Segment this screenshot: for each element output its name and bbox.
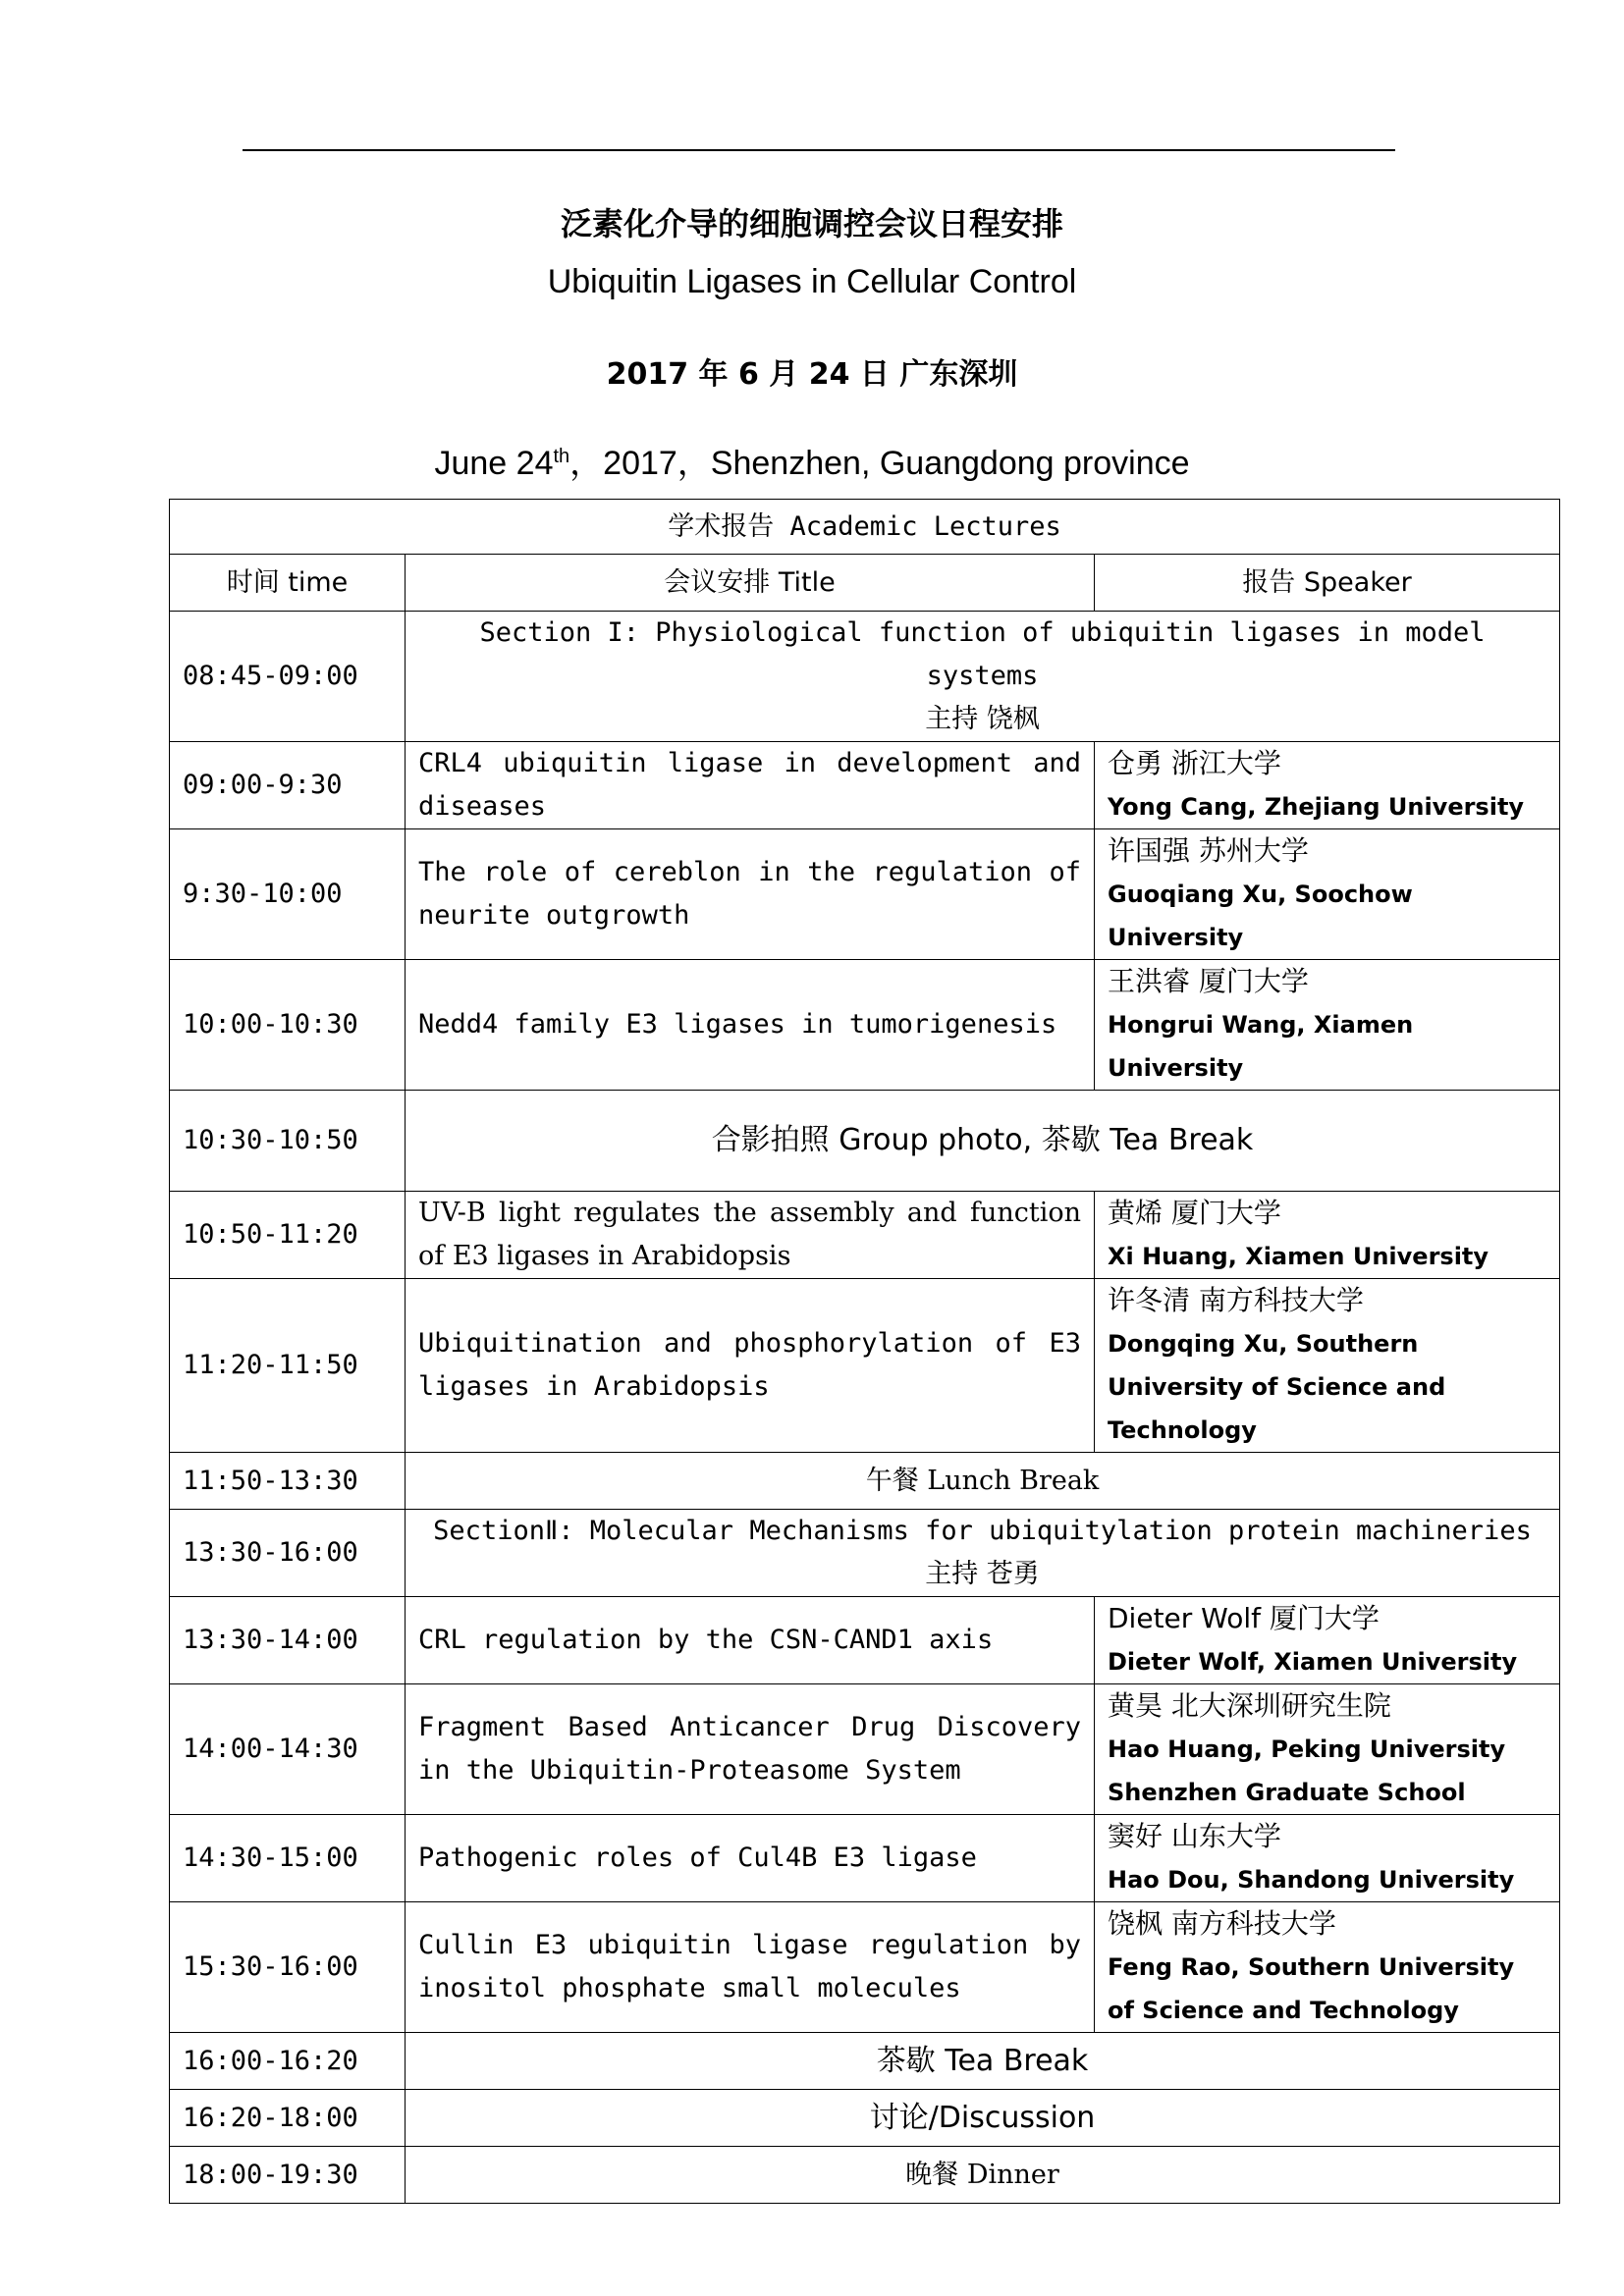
talk-row xyxy=(170,1684,1560,1815)
speaker-english: Dongqing Xu, Southern University of Science and Technology xyxy=(1108,1330,1446,1444)
lunch-time: 11:50-13:30 xyxy=(170,1453,406,1510)
talk-row xyxy=(170,1902,1560,2033)
section1-cell xyxy=(406,612,1560,742)
talk-time: 9:30-10:00 xyxy=(170,829,406,960)
speaker-chinese: 窦好 山东大学 xyxy=(1108,1820,1281,1852)
speaker-chinese: 许冬清 南方科技大学 xyxy=(1108,1284,1364,1316)
speaker-chinese: Dieter Wolf 厦门大学 xyxy=(1108,1602,1380,1634)
speaker-chinese: 王洪睿 厦门大学 xyxy=(1108,965,1309,997)
talk-time: 09:00-9:30 xyxy=(170,742,406,829)
discussion-cell: 讨论/Discussion xyxy=(406,2090,1560,2147)
date-en-suffix: th xyxy=(553,446,570,467)
talk-time: 10:00-10:30 xyxy=(170,960,406,1091)
speaker-english: Xi Huang, Xiamen University xyxy=(1108,1243,1489,1270)
speaker-english: Hongrui Wang, Xiamen University xyxy=(1108,1011,1414,1082)
talk-time: 10:50-11:20 xyxy=(170,1192,406,1279)
tea-row xyxy=(170,2033,1560,2090)
section2-chair: 主持 苍勇 xyxy=(925,1559,1040,1589)
talk-title: CRL regulation by the CSN-CAND1 axis xyxy=(406,1597,1095,1684)
talk-title: Fragment Based Anticancer Drug Discovery in the Ubiquitin-Proteasome System xyxy=(406,1684,1095,1815)
break-row xyxy=(170,1091,1560,1192)
speaker-chinese: 黄烯 厦门大学 xyxy=(1108,1197,1281,1229)
speaker-english: Hao Dou, Shandong University xyxy=(1108,1866,1515,1894)
date-location-chinese: 2017 年 6 月 24 日 广东深圳 xyxy=(606,357,1018,392)
talk-time: 14:30-15:00 xyxy=(170,1815,406,1902)
header-row xyxy=(170,555,1560,612)
section2-time: 13:30-16:00 xyxy=(170,1510,406,1597)
talk-speaker xyxy=(1095,960,1560,1091)
section1-chair: 主持 饶枫 xyxy=(925,704,1040,734)
break1-time: 10:30-10:50 xyxy=(170,1091,406,1192)
section1-title: Section I: Physiological function of ubiquitin ligases in model systems xyxy=(479,617,1486,691)
section2-cell xyxy=(406,1510,1560,1597)
talk-title: UV-B light regulates the assembly and function of E3 ligases in Arabidopsis xyxy=(406,1192,1095,1279)
tea-cell: 茶歇 Tea Break xyxy=(406,2033,1560,2090)
talk-speaker xyxy=(1095,1192,1560,1279)
speaker-chinese: 饶枫 南方科技大学 xyxy=(1108,1907,1336,1940)
talk-row xyxy=(170,960,1560,1091)
speaker-english: Dieter Wolf, Xiamen University xyxy=(1108,1648,1518,1676)
talk-speaker xyxy=(1095,1597,1560,1684)
date-en-day: June 24 xyxy=(434,445,554,482)
talk-speaker xyxy=(1095,1279,1560,1453)
speaker-chinese: 仓勇 浙江大学 xyxy=(1108,747,1281,779)
discussion-row xyxy=(170,2090,1560,2147)
dinner-row xyxy=(170,2147,1560,2204)
title-english: Ubiquitin Ligases in Cellular Control xyxy=(547,263,1077,300)
talk-time: 11:20-11:50 xyxy=(170,1279,406,1453)
discussion-time: 16:20-18:00 xyxy=(170,2090,406,2147)
talk-row xyxy=(170,742,1560,829)
talk-speaker xyxy=(1095,1815,1560,1902)
schedule-table xyxy=(169,499,1560,2204)
date-location-english xyxy=(0,436,1624,484)
talk-title: Pathogenic roles of Cul4B E3 ligase xyxy=(406,1815,1095,1902)
talk-row xyxy=(170,1597,1560,1684)
lunch-cell: 午餐 Lunch Break xyxy=(406,1453,1560,1510)
talk-row xyxy=(170,1192,1560,1279)
date-en-rest: ，2017，Shenzhen, Guangdong province xyxy=(569,445,1190,482)
talk-row xyxy=(170,1815,1560,1902)
col-header-time: 时间 time xyxy=(170,555,406,612)
talk-speaker xyxy=(1095,829,1560,960)
talk-speaker xyxy=(1095,1684,1560,1815)
speaker-chinese: 许国强 苏州大学 xyxy=(1108,834,1309,867)
speaker-english: Yong Cang, Zhejiang University xyxy=(1108,793,1525,821)
talk-title: The role of cereblon in the regulation of neurite outgrowth xyxy=(406,829,1095,960)
section1-time: 08:45-09:00 xyxy=(170,612,406,742)
banner-row xyxy=(170,500,1560,555)
section1-row xyxy=(170,612,1560,742)
talk-title: Ubiquitination and phosphorylation of E3 ligases in Arabidopsis xyxy=(406,1279,1095,1453)
talk-row xyxy=(170,1279,1560,1453)
talk-time: 13:30-14:00 xyxy=(170,1597,406,1684)
break1-cell: 合影拍照 Group photo, 茶歇 Tea Break xyxy=(406,1091,1560,1192)
talk-title: CRL4 ubiquitin ligase in development and diseases xyxy=(406,742,1095,829)
dinner-cell: 晚餐 Dinner xyxy=(406,2147,1560,2204)
header-rule xyxy=(243,149,1395,151)
speaker-chinese: 黄昊 北大深圳研究生院 xyxy=(1108,1689,1391,1722)
talk-row xyxy=(170,829,1560,960)
dinner-time: 18:00-19:30 xyxy=(170,2147,406,2204)
speaker-english: Hao Huang, Peking University Shenzhen Graduate School xyxy=(1108,1735,1506,1806)
talk-time: 15:30-16:00 xyxy=(170,1902,406,2033)
tea-time: 16:00-16:20 xyxy=(170,2033,406,2090)
title-chinese: 泛素化介导的细胞调控会议日程安排 xyxy=(560,205,1063,242)
col-header-title: 会议安排 Title xyxy=(406,555,1095,612)
banner-cell: 学术报告 Academic Lectures xyxy=(170,500,1560,555)
speaker-english: Guoqiang Xu, Soochow University xyxy=(1108,881,1413,951)
section2-row xyxy=(170,1510,1560,1597)
lunch-row xyxy=(170,1453,1560,1510)
talk-speaker xyxy=(1095,742,1560,829)
speaker-english: Feng Rao, Southern University of Science and Technology xyxy=(1108,1953,1515,2024)
talk-time: 14:00-14:30 xyxy=(170,1684,406,1815)
col-header-speaker: 报告 Speaker xyxy=(1095,555,1560,612)
talk-speaker xyxy=(1095,1902,1560,2033)
talk-title: Nedd4 family E3 ligases in tumorigenesis xyxy=(406,960,1095,1091)
talk-title: Cullin E3 ubiquitin ligase regulation by inositol phosphate small molecules xyxy=(406,1902,1095,2033)
section2-title: SectionⅡ: Molecular Mechanisms for ubiquitylation protein machineries xyxy=(433,1516,1532,1546)
